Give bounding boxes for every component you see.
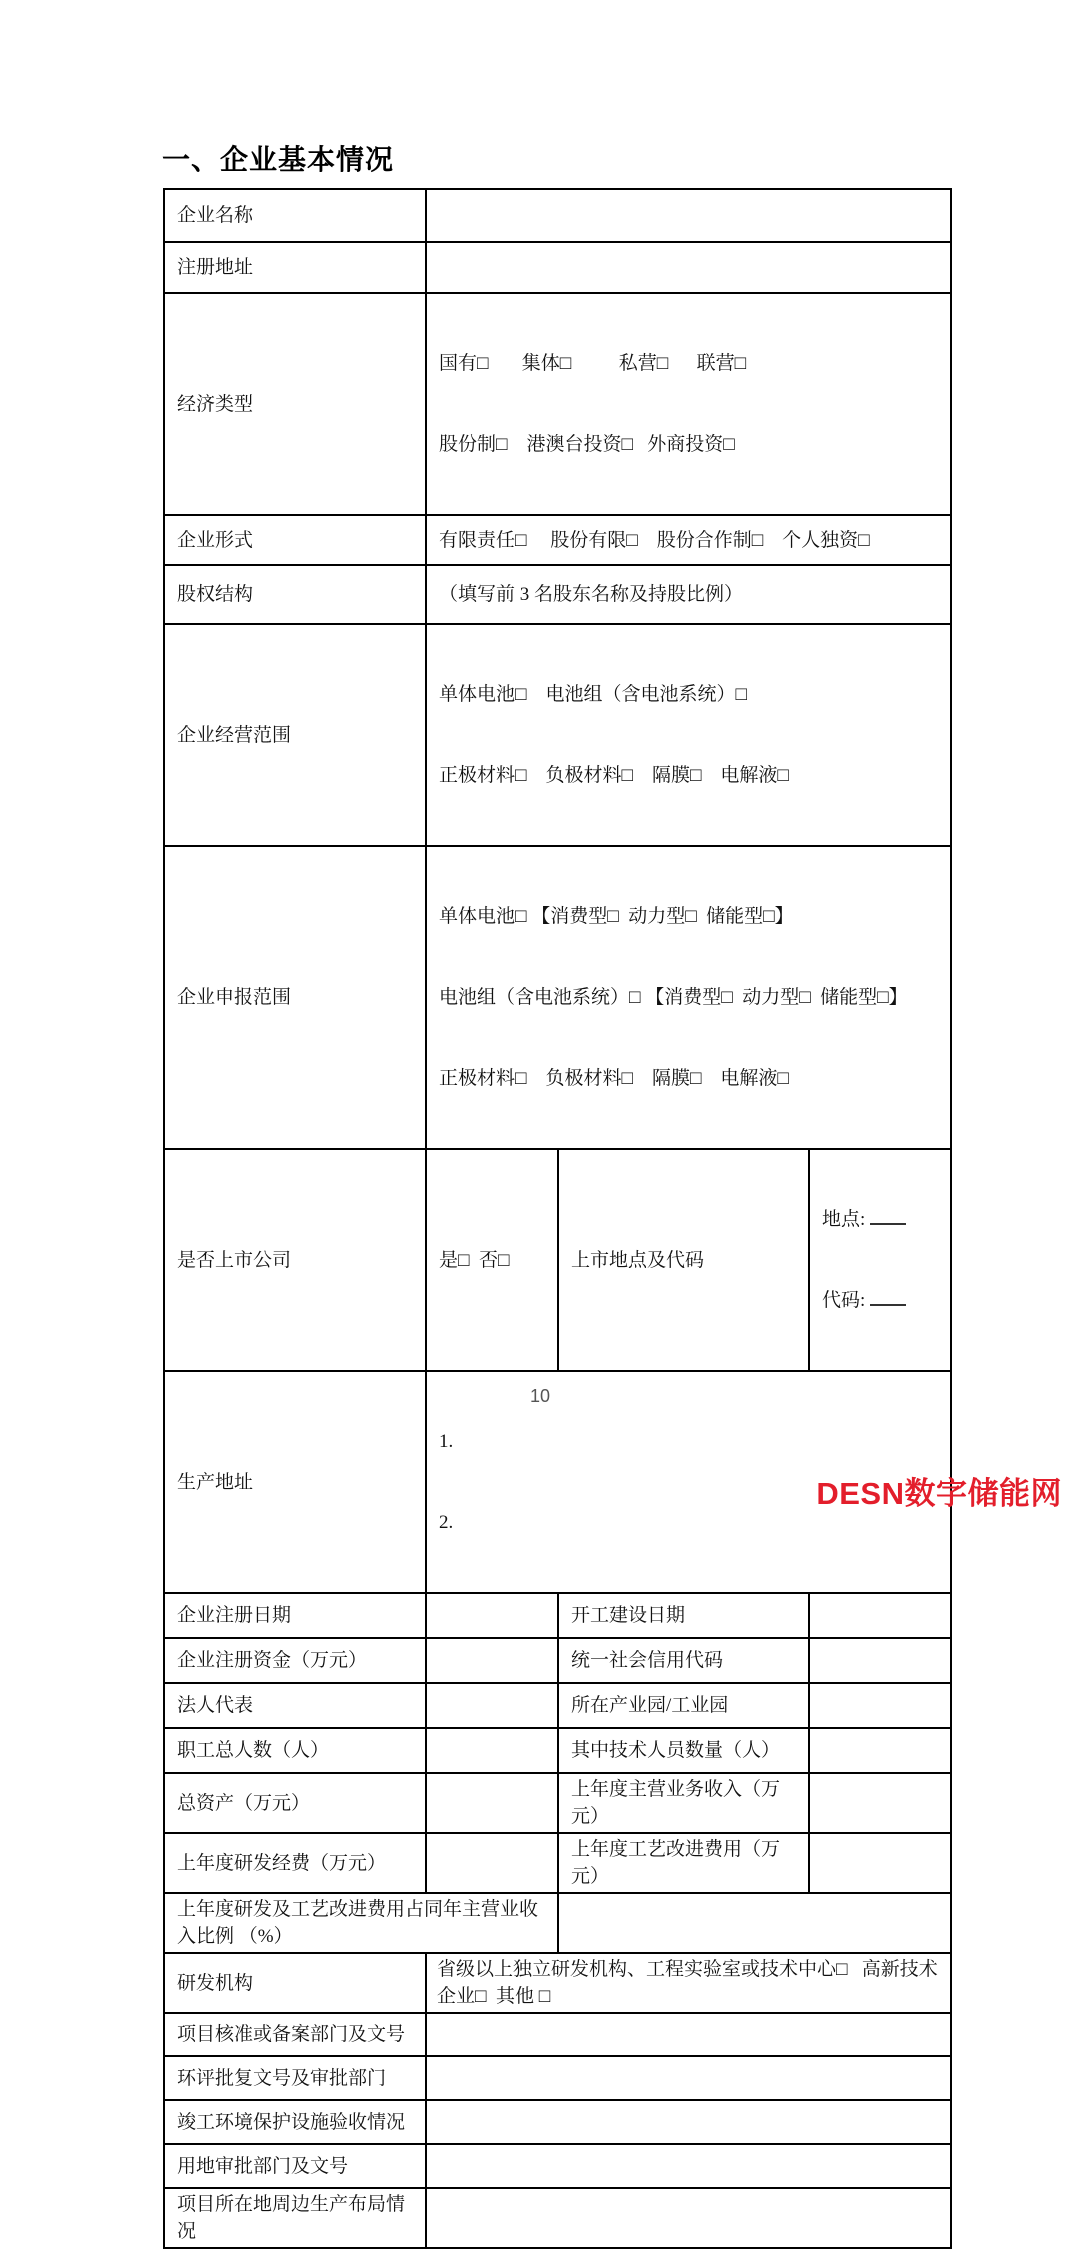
listing-place-code-label: 上市地点及代码: [558, 1149, 809, 1371]
table-row: [164, 1833, 951, 1893]
table-row: [164, 2013, 951, 2056]
brand-watermark: DESN数字储能网: [816, 1476, 1062, 1511]
table-row: [164, 2100, 951, 2144]
table-row: [164, 1638, 951, 1683]
declaration-scope-line1: 单体电池□ 【消费型□ 动力型□ 储能型□】: [439, 906, 794, 927]
declaration-scope-label: 企业申报范围: [164, 846, 426, 1149]
project-approval-label: 项目核准或备案部门及文号: [164, 2013, 426, 2056]
registration-date-value: [426, 1593, 558, 1638]
env-protection-acceptance-value: [426, 2100, 951, 2144]
total-assets-label: 总资产（万元）: [164, 1773, 426, 1833]
economic-type-line1: 国有□ 集体□ 私营□ 联营□: [439, 353, 747, 374]
enterprise-info-table: [163, 188, 952, 2249]
registration-date-label: 企业注册日期: [164, 1593, 426, 1638]
land-approval-value: [426, 2144, 951, 2188]
company-name-label: 企业名称: [164, 189, 426, 242]
rd-expense-label: 上年度研发经费（万元）: [164, 1833, 426, 1893]
credit-code-label: 统一社会信用代码: [558, 1638, 809, 1683]
page-number: 10: [529, 1386, 551, 1406]
table-row: [164, 2144, 951, 2188]
table-row: [164, 1728, 951, 1773]
listing-place-line: 地点:: [822, 1206, 944, 1233]
table-row: [164, 242, 951, 293]
table-row: [164, 293, 951, 515]
equity-structure-hint: （填写前 3 名股东名称及持股比例）: [426, 565, 951, 624]
env-protection-acceptance-label: 竣工环境保护设施验收情况: [164, 2100, 426, 2144]
company-name-value: [426, 189, 951, 242]
registered-address-label: 注册地址: [164, 242, 426, 293]
table-row: [164, 1593, 951, 1638]
economic-type-label: 经济类型: [164, 293, 426, 515]
equity-structure-label: 股权结构: [164, 565, 426, 624]
listing-place-code-value: [809, 1149, 951, 1371]
construction-start-date-value: [809, 1593, 951, 1638]
table-row: [164, 2188, 951, 2248]
blank-underline: [870, 1303, 906, 1306]
declaration-scope-options: [426, 846, 951, 1149]
enterprise-form-options: 有限责任□ 股份有限□ 股份合作制□ 个人独资□: [426, 515, 951, 565]
registered-capital-label: 企业注册资金（万元）: [164, 1638, 426, 1683]
listed-company-label: 是否上市公司: [164, 1149, 426, 1371]
technical-staff-label: 其中技术人员数量（人）: [558, 1728, 809, 1773]
total-assets-value: [426, 1773, 558, 1833]
industrial-park-label: 所在产业园/工业园: [558, 1683, 809, 1728]
process-improvement-expense-value: [809, 1833, 951, 1893]
land-approval-label: 用地审批部门及文号: [164, 2144, 426, 2188]
construction-start-date-label: 开工建设日期: [558, 1593, 809, 1638]
listed-company-options: 是□ 否□: [426, 1149, 558, 1371]
enterprise-form-label: 企业形式: [164, 515, 426, 565]
credit-code-value: [809, 1638, 951, 1683]
table-row: [164, 1953, 951, 2013]
table-row: [164, 1893, 951, 1953]
rd-institution-label: 研发机构: [164, 1953, 426, 2013]
registered-address-value: [426, 242, 951, 293]
technical-staff-value: [809, 1728, 951, 1773]
table-row: [164, 1683, 951, 1728]
eia-approval-value: [426, 2056, 951, 2100]
industrial-park-value: [809, 1683, 951, 1728]
production-address-line1: 1.: [439, 1431, 454, 1452]
table-row: [164, 1773, 951, 1833]
table-row: [164, 624, 951, 846]
business-scope-label: 企业经营范围: [164, 624, 426, 846]
economic-type-line2: 股份制□ 港澳台投资□ 外商投资□: [439, 434, 735, 455]
rd-expense-value: [426, 1833, 558, 1893]
surrounding-layout-label: 项目所在地周边生产布局情况: [164, 2188, 426, 2248]
main-revenue-value: [809, 1773, 951, 1833]
table-row: [164, 2056, 951, 2100]
registered-capital-value: [426, 1638, 558, 1683]
legal-representative-value: [426, 1683, 558, 1728]
project-approval-value: [426, 2013, 951, 2056]
business-scope-line1: 单体电池□ 电池组（含电池系统）□: [439, 684, 747, 705]
legal-representative-label: 法人代表: [164, 1683, 426, 1728]
rd-ratio-value: [558, 1893, 951, 1953]
process-improvement-expense-label: 上年度工艺改进费用（万元）: [558, 1833, 809, 1893]
table-row: [164, 1149, 951, 1371]
listing-code-line: 代码:: [822, 1287, 944, 1314]
declaration-scope-line3: 正极材料□ 负极材料□ 隔膜□ 电解液□: [439, 1068, 789, 1089]
eia-approval-label: 环评批复文号及审批部门: [164, 2056, 426, 2100]
production-address-line2: 2.: [439, 1512, 454, 1533]
total-staff-value: [426, 1728, 558, 1773]
rd-institution-options: 省级以上独立研发机构、工程实验室或技术中心□ 高新技术企业□ 其他 □: [426, 1953, 951, 2013]
declaration-scope-line2: 电池组（含电池系统）□ 【消费型□ 动力型□ 储能型□】: [439, 987, 908, 1008]
table-row: [164, 846, 951, 1149]
business-scope-line2: 正极材料□ 负极材料□ 隔膜□ 电解液□: [439, 765, 789, 786]
economic-type-options: [426, 293, 951, 515]
blank-underline: [870, 1222, 906, 1225]
table-row: [164, 515, 951, 565]
main-revenue-label: 上年度主营业务收入（万元）: [558, 1773, 809, 1833]
rd-ratio-label: 上年度研发及工艺改进费用占同年主营业收入比例 （%）: [164, 1893, 558, 1953]
table-row: [164, 189, 951, 242]
total-staff-label: 职工总人数（人）: [164, 1728, 426, 1773]
page-title: 一、企业基本情况: [162, 144, 395, 175]
production-address-label: 生产地址: [164, 1371, 426, 1593]
business-scope-options: [426, 624, 951, 846]
surrounding-layout-value: [426, 2188, 951, 2248]
table-row: [164, 565, 951, 624]
